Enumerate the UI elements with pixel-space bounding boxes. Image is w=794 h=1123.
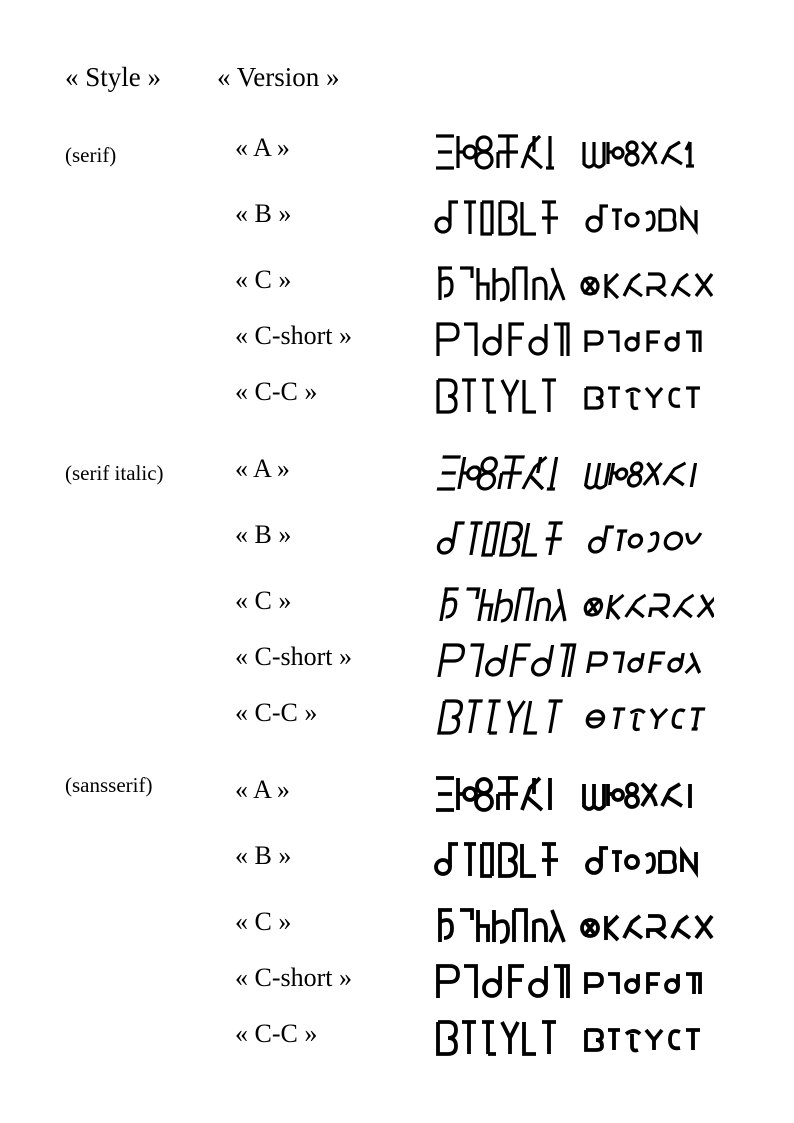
glyph-sample: [434, 128, 714, 180]
version-label: « C-short »: [235, 642, 352, 671]
version-row: [0, 316, 794, 376]
glyph-sample: [434, 902, 714, 954]
version-row: [0, 836, 794, 896]
version-label: « A »: [235, 454, 290, 483]
version-row: [0, 260, 794, 320]
version-label: « B »: [235, 199, 292, 228]
version-label: « C-short »: [235, 321, 352, 350]
version-label: « C »: [235, 586, 292, 615]
version-row: [0, 372, 794, 432]
version-label: « A »: [235, 775, 290, 804]
glyph-sample: [434, 449, 714, 501]
glyph-sample: [434, 836, 714, 888]
glyph-sample: [434, 260, 714, 312]
style-label: (serif italic): [65, 461, 164, 485]
version-label: « C-short »: [235, 963, 352, 992]
version-label: « C-C »: [235, 377, 318, 406]
glyph-sample: [434, 581, 714, 633]
version-label: « B »: [235, 520, 292, 549]
version-row: [0, 194, 794, 254]
version-row: [0, 693, 794, 753]
version-row: [0, 902, 794, 962]
version-label: « C »: [235, 907, 292, 936]
version-row: [0, 770, 794, 830]
version-column-header: « Version »: [217, 62, 340, 92]
version-label: « B »: [235, 841, 292, 870]
version-row: [0, 581, 794, 641]
style-label: (serif): [65, 143, 117, 167]
version-label: « C-C »: [235, 698, 318, 727]
version-row: [0, 515, 794, 575]
glyph-sample: [434, 1014, 714, 1066]
version-label: « A »: [235, 133, 290, 162]
version-row: [0, 449, 794, 509]
version-row: [0, 637, 794, 697]
version-label: « C »: [235, 265, 292, 294]
style-column-header: « Style »: [65, 62, 162, 92]
glyph-sample: [434, 637, 714, 689]
glyph-sample: [434, 515, 714, 567]
version-row: [0, 1014, 794, 1074]
glyph-sample: [434, 372, 714, 424]
glyph-sample: [434, 693, 714, 745]
glyph-sample: [434, 194, 714, 246]
glyph-sample: [434, 316, 714, 368]
version-row: [0, 958, 794, 1018]
style-label: (sansserif): [65, 773, 153, 797]
version-label: « C-C »: [235, 1019, 318, 1048]
glyph-sample: [434, 958, 714, 1010]
glyph-sample: [434, 770, 714, 822]
version-row: [0, 128, 794, 188]
